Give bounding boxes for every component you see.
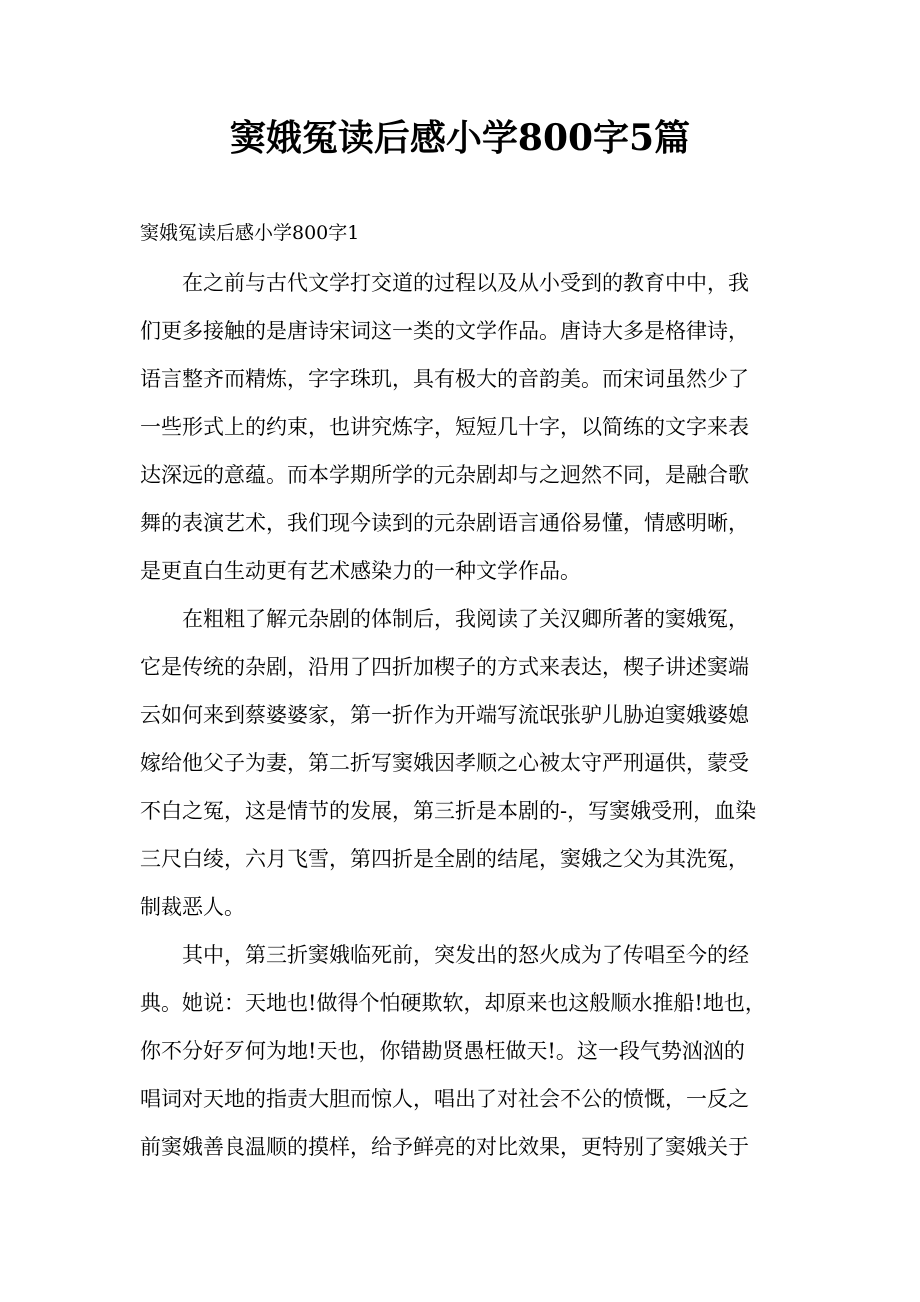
paragraph-line: 典。她说：天地也!做得个怕硬欺软，却原来也这般顺水推船!地也，: [140, 991, 766, 1015]
paragraph-line: 嫁给他父子为妻，第二折写窦娥因孝顺之心被太守严刑逼供，蒙受: [140, 751, 749, 775]
paragraph-line: 一些形式上的约束，也讲究炼字，短短几十字，以简练的文字来表: [140, 415, 749, 439]
paragraph-line: 在粗粗了解元杂剧的体制后，我阅读了关汉卿所著的窦娥冤，: [182, 607, 749, 631]
paragraph-line: 语言整齐而精炼，字字珠玑，具有极大的音韵美。而宋词虽然少了: [140, 367, 749, 391]
section-heading: 窦娥冤读后感小学800字1: [140, 222, 360, 244]
paragraph-line: 制裁恶人。: [140, 895, 245, 919]
paragraph-line: 前窦娥善良温顺的摸样，给予鲜亮的对比效果，更特别了窦娥关于: [140, 1135, 749, 1159]
paragraph-line: 舞的表演艺术，我们现今读到的元杂剧语言通俗易懂，情感明晰，: [140, 511, 749, 535]
paragraph-line: 达深远的意蕴。而本学期所学的元杂剧却与之迥然不同，是融合歌: [140, 463, 749, 487]
paragraph-line: 在之前与古代文学打交道的过程以及从小受到的教育中中，我: [182, 271, 749, 295]
paragraph-line: 云如何来到蔡婆婆家，第一折作为开端写流氓张驴儿胁迫窦娥婆媳: [140, 703, 749, 727]
paragraph-line: 你不分好歹何为地!天也，你错勘贤愚枉做天!。这一段气势汹汹的: [140, 1039, 745, 1063]
document-title: 窦娥冤读后感小学800字5篇: [229, 117, 691, 159]
paragraph-line: 唱词对天地的指责大胆而惊人，唱出了对社会不公的愤慨，一反之: [140, 1087, 749, 1111]
paragraph-line: 不白之冤，这是情节的发展，第三折是本剧的-，写窦娥受刑，血染: [140, 799, 757, 823]
paragraph-line: 它是传统的杂剧，沿用了四折加楔子的方式来表达，楔子讲述窦端: [140, 655, 749, 679]
paragraph-line: 是更直白生动更有艺术感染力的一种文学作品。: [140, 559, 581, 583]
paragraph-line: 其中，第三折窦娥临死前，突发出的怒火成为了传唱至今的经: [182, 943, 749, 967]
paragraph-line: 三尺白绫，六月飞雪，第四折是全剧的结尾，窦娥之父为其洗冤，: [140, 847, 749, 871]
paragraph-line: 们更多接触的是唐诗宋词这一类的文学作品。唐诗大多是格律诗，: [140, 319, 749, 343]
